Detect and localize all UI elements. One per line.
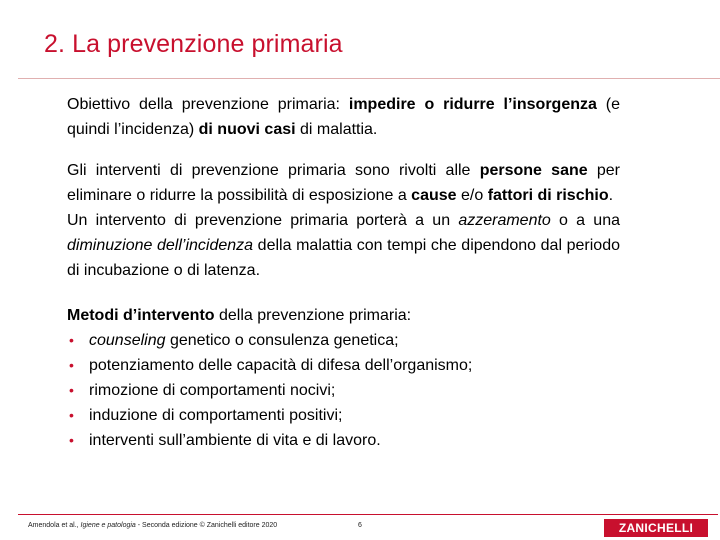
methods-heading-bold: Metodi d’intervento	[67, 307, 215, 324]
objective-paragraph	[67, 92, 620, 142]
footer-edition: - Seconda edizione © Zanichelli editore 2020	[135, 522, 278, 529]
objective-text-2: (e quindi l’incidenza)	[67, 96, 621, 138]
interventions-paragraph	[67, 158, 620, 208]
interventions-bold-1: persone sane	[479, 162, 588, 179]
bullet-icon: •	[69, 407, 74, 423]
method-4-text: induzione di comportamenti positivi;	[89, 407, 343, 424]
outcome-text-2: o a una	[550, 212, 620, 229]
footer-authors: Amendola et al.,	[28, 522, 81, 529]
methods-heading-text: della prevenzione primaria:	[214, 307, 412, 324]
interventions-text-2: per eliminare o ridurre la possibilità di esposizione a	[67, 162, 621, 204]
title-divider	[18, 78, 720, 79]
outcome-paragraph	[67, 208, 620, 283]
objective-text-3: di malattia.	[295, 121, 378, 138]
list-item	[67, 353, 620, 378]
list-item	[67, 428, 620, 453]
publisher-logo: ZANICHELLI	[604, 519, 708, 537]
outcome-italic-1: azzeramento	[458, 212, 551, 229]
interventions-bold-3: fattori di rischio	[487, 187, 609, 204]
method-2-text: potenziamento delle capacità di difesa dell’organismo;	[89, 357, 473, 374]
bullet-icon: •	[69, 332, 74, 348]
methods-heading	[67, 303, 620, 328]
interventions-text-1: Gli interventi di prevenzione primaria sono rivolti alle	[67, 162, 480, 179]
objective-bold-1: impedire o ridurre l’insorgenza	[348, 96, 597, 113]
footer-credit	[28, 522, 277, 529]
list-item	[67, 328, 620, 353]
method-1-text: genetico o consulenza genetica;	[165, 332, 399, 349]
interventions-bold-2: cause	[411, 187, 457, 204]
footer-divider	[18, 514, 718, 515]
objective-intro: Obiettivo della prevenzione primaria:	[67, 96, 349, 113]
interventions-text-3: e/o	[456, 187, 488, 204]
bullet-icon: •	[69, 357, 74, 373]
outcome-text-3: della malattia con tempi che dipendono dal periodo di incubazione o di latenza.	[67, 237, 621, 279]
objective-bold-2: di nuovi casi	[198, 121, 296, 138]
method-3-text: rimozione di comportamenti nocivi;	[89, 382, 336, 399]
list-item	[67, 378, 620, 403]
list-item	[67, 403, 620, 428]
footer-book-title: Igiene e patologia	[80, 522, 136, 529]
methods-list	[67, 328, 620, 453]
slide-title: 2. La prevenzione primaria	[44, 30, 343, 58]
bullet-icon: •	[69, 382, 74, 398]
method-5-text: interventi sull’ambiente di vita e di lavoro.	[89, 432, 381, 449]
page-number: 6	[358, 522, 362, 529]
slide-body	[67, 92, 620, 453]
outcome-italic-2: diminuzione dell’incidenza	[67, 237, 254, 254]
interventions-text-4: .	[608, 187, 614, 204]
method-1-italic: counseling	[89, 332, 166, 349]
bullet-icon: •	[69, 432, 74, 448]
outcome-text-1: Un intervento di prevenzione primaria porterà a un	[67, 212, 459, 229]
